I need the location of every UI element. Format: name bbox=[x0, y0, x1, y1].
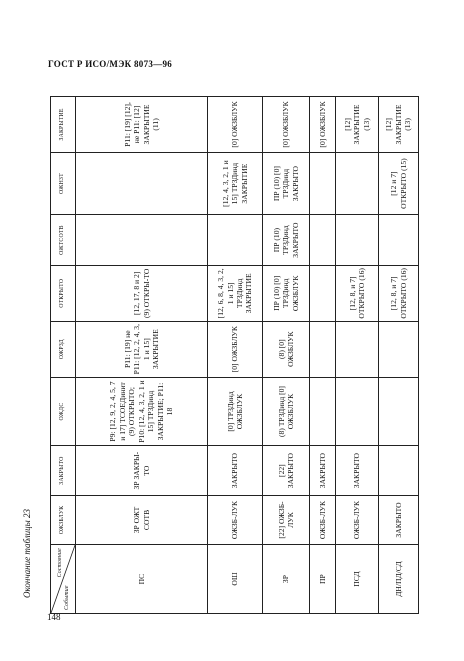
table-cell bbox=[379, 321, 419, 377]
table-cell bbox=[336, 215, 379, 266]
table-cell bbox=[76, 152, 208, 214]
table-caption: Окончание таблицы 23 bbox=[22, 508, 32, 598]
column-header: ОЖЗБЛУК bbox=[51, 495, 76, 544]
table-cell: [12, 17, 8 и 2] (9) ОТКРЫ-ТО bbox=[76, 265, 208, 321]
table-cell: ЗР ЗАКРЫ-ТО bbox=[76, 446, 208, 495]
corner-event-label: Событие bbox=[63, 585, 70, 610]
table-row bbox=[379, 97, 419, 614]
table-cell: ЗАКРЫТО bbox=[336, 446, 379, 495]
table-cell: ЗР ОЖТ СОТВ bbox=[76, 495, 208, 544]
table-cell: [0] ОЖЗБЛУК bbox=[263, 97, 310, 153]
table-row bbox=[208, 97, 263, 614]
table-cell: [12] ЗАКРЫТИЕ (13) bbox=[336, 97, 379, 153]
table-cell: [0] ОЖЗБЛУК bbox=[208, 97, 263, 153]
table-row bbox=[76, 97, 208, 614]
table-cell bbox=[310, 265, 336, 321]
table-cell: (8) [0] ОЖЗБЛУК bbox=[263, 321, 310, 377]
table-cell: ЗАКРЫТО bbox=[208, 446, 263, 495]
table-cell: [12, 6, 8, 4, 3, 2, 1 и 15] ТРЗДинд ЗАКРЫТИЕ bbox=[208, 265, 263, 321]
table-cell: ОЖЗБ-ЛУК bbox=[310, 495, 336, 544]
table-cell: Р9: [12, 9, 2, 4, 5, 7 и 17] ТСОЕДинит (9) ОТКРЫТО; Р10: [12, 4, 3, 2, 1 и 15] ТРЗДинд ЗАКРЫТИЕ; Р11: 18 bbox=[76, 377, 208, 446]
column-header: ОЖТСОТВ bbox=[51, 215, 76, 266]
column-header: ОЖНЗТ bbox=[51, 152, 76, 214]
table-cell bbox=[336, 152, 379, 214]
table-row bbox=[336, 97, 379, 614]
column-header: ОТКРЫТО bbox=[51, 265, 76, 321]
table-cell: [0] ОЖЗБЛУК bbox=[310, 97, 336, 153]
table-cell bbox=[76, 215, 208, 266]
table-cell: [0] ОЖЗБЛУК bbox=[208, 321, 263, 377]
table-cell bbox=[336, 321, 379, 377]
table-cell bbox=[310, 377, 336, 446]
table-cell: [12, 8, и 7] ОТКРЫТО (16) bbox=[336, 265, 379, 321]
table-cell bbox=[379, 377, 419, 446]
table-header-row bbox=[51, 97, 76, 614]
state-event-table bbox=[50, 96, 419, 614]
table-row bbox=[263, 97, 310, 614]
corner-cell bbox=[51, 545, 76, 614]
table-cell: [22] ЗАКРЫТО bbox=[263, 446, 310, 495]
table-cell bbox=[310, 152, 336, 214]
table-cell: Р11: [19] [12], не Р11: [12] ЗАКРЫТИЕ (11) bbox=[76, 97, 208, 153]
table-cell bbox=[379, 215, 419, 266]
row-event-label: ОШ bbox=[208, 545, 263, 614]
table-cell: ПР (10) [0] ТРЗДинд ОЖЗБЛУК bbox=[263, 265, 310, 321]
row-event-label: ПС bbox=[76, 545, 208, 614]
table-cell bbox=[208, 215, 263, 266]
corner-state-label: Состояние bbox=[57, 548, 63, 578]
table-cell: Р11: [19] не Р11: [12, 2, 4, 3, 1 и 15] ЗАКРЫТИЕ bbox=[76, 321, 208, 377]
table-cell bbox=[310, 321, 336, 377]
table-cell: [12 и 7] ОТКРЫТО (15) bbox=[379, 152, 419, 214]
row-event-label: ЗР bbox=[263, 545, 310, 614]
table-cell: [12, 4, 3, 2, 1 и 15] ТРЗДинд ЗАКРЫТИЕ bbox=[208, 152, 263, 214]
table-cell: ОЖЗБ-ЛУК bbox=[336, 495, 379, 544]
table-cell bbox=[310, 215, 336, 266]
table-cell: (8) ТРЗДинд [0] ОЖЗБЛУК bbox=[263, 377, 310, 446]
table-cell: [0] ТРЗДинд ОЖЗБЛУК bbox=[208, 377, 263, 446]
row-event-label: ПР bbox=[310, 545, 336, 614]
table-cell: [22] ОЖЗБ-ЛУК bbox=[263, 495, 310, 544]
rotated-table-wrapper bbox=[50, 96, 418, 614]
table-cell: [12] ЗАКРЫТИЕ (13) bbox=[379, 97, 419, 153]
row-event-label: ПСД bbox=[336, 545, 379, 614]
table-cell: ПР (10) ТРЗДинд ЗАКРЫТО bbox=[263, 215, 310, 266]
table-cell: ПР (10) [0] ТРЗДинд ЗАКРЫТО bbox=[263, 152, 310, 214]
page-number: 148 bbox=[47, 612, 61, 622]
column-header: ЗАКРЫТО bbox=[51, 446, 76, 495]
row-event-label: ДН/ПД/СД bbox=[379, 545, 419, 614]
table-cell bbox=[379, 446, 419, 495]
document-header: ГОСТ Р ИСО/МЭК 8073—96 bbox=[48, 59, 173, 69]
table-cell: [12, 8, и 7] ОТКРЫТО (16) bbox=[379, 265, 419, 321]
column-header: ОЖРЗД bbox=[51, 321, 76, 377]
table-cell bbox=[336, 377, 379, 446]
table-cell: ЗАКРЫТО bbox=[310, 446, 336, 495]
table-cell: ЗАКРЫТО bbox=[379, 495, 419, 544]
column-header: ЗАКРЫТИЕ bbox=[51, 97, 76, 153]
table-row bbox=[310, 97, 336, 614]
table-cell: ОЖЗБ-ЛУК bbox=[208, 495, 263, 544]
column-header: ОЖДС bbox=[51, 377, 76, 446]
